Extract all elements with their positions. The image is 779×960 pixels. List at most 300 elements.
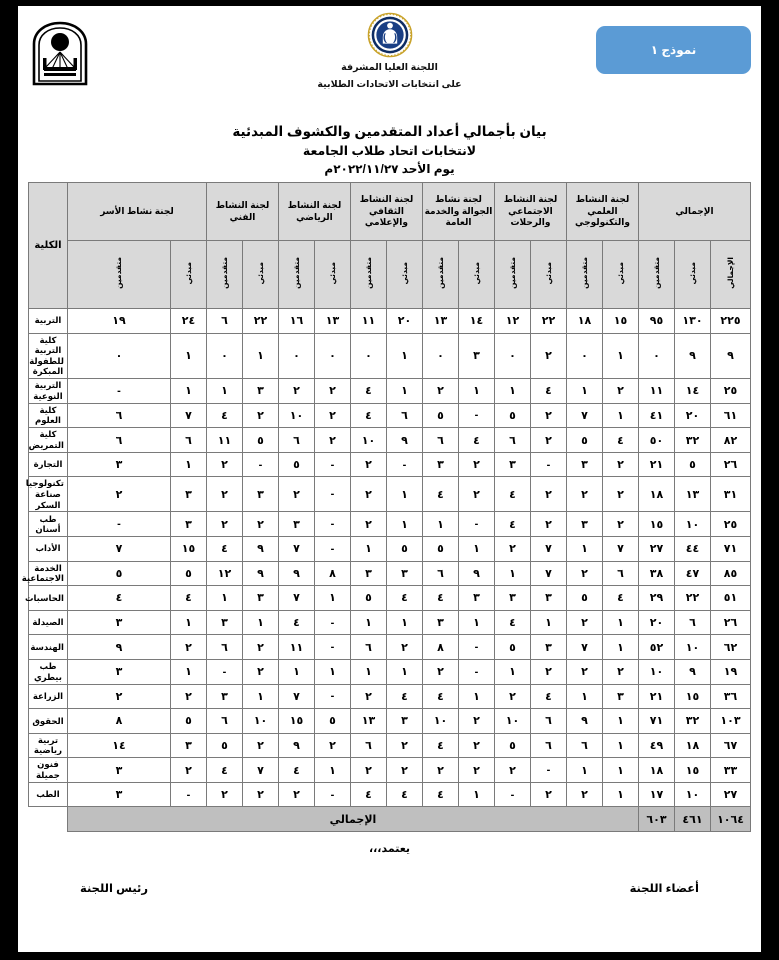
table-cell-value: ٢ [278, 477, 314, 512]
table-cell-faculty: التربية [29, 309, 68, 334]
table-cell-value: ١ [278, 659, 314, 684]
table-cell-value: ٤ [602, 428, 638, 453]
table-cell-value: ٢ [386, 758, 422, 783]
table-cell-value: ١ [566, 758, 602, 783]
table-cell-value: ٤ [278, 610, 314, 635]
table-cell-value: ٧ [278, 586, 314, 611]
table-cell-value: ٢٢ [242, 309, 278, 334]
table-cell-faculty: التربية النوعية [29, 379, 68, 404]
table-cell-value: ٩ [566, 709, 602, 734]
table-cell-value: ٣ [67, 758, 170, 783]
column-sub-header [314, 241, 350, 309]
table-cell-value: ٢ [602, 659, 638, 684]
table-cell-value: ٦ [422, 428, 458, 453]
table-cell-value: ٥ [494, 635, 530, 660]
table-cell-value: ٤ [422, 586, 458, 611]
table-cell-value: ٧ [566, 635, 602, 660]
column-sub-header [206, 241, 242, 309]
table-cell-value: ١٠ [675, 512, 711, 537]
table-total-row [29, 807, 751, 832]
table-cell-value: ١٥ [602, 309, 638, 334]
table-cell-value: ١٤ [675, 379, 711, 404]
table-cell-value: ١ [602, 403, 638, 428]
table-cell-value: ٢ [350, 758, 386, 783]
table-cell-value: ٧ [602, 536, 638, 561]
ministry-line-1: اللجنة العليا المشرفة [341, 62, 438, 73]
table-cell-value: ٦٢ [711, 635, 751, 660]
table-cell-value: ٢١ [638, 684, 674, 709]
table-cell-value: ٢ [566, 477, 602, 512]
table-cell-value: ٢ [242, 635, 278, 660]
table-cell-value: ٦ [386, 403, 422, 428]
table-cell-value: ٤ [350, 782, 386, 807]
table-cell-value: ٢ [350, 452, 386, 477]
table-cell-faculty: كلية التربية للطفولة المبكرة [29, 333, 68, 379]
table-cell-value: ٩ [675, 659, 711, 684]
column-sub-header [386, 241, 422, 309]
table-cell-value: ٤ [206, 536, 242, 561]
title-line-1: بيان بأجمالي أعداد المتقدمين والكشوف المبدئية [232, 124, 547, 139]
table-cell-value: ٤ [494, 610, 530, 635]
table-row [29, 333, 751, 379]
table-cell-value: ٩ [242, 536, 278, 561]
column-sub-header [67, 241, 170, 309]
table-cell-value: ٧ [170, 403, 206, 428]
table-cell-value: - [458, 635, 494, 660]
column-sub-header-label: متقدمين [219, 257, 229, 289]
table-row [29, 512, 751, 537]
column-sub-header-label: مبدئي [615, 261, 625, 285]
table-cell-value: ١٠٣ [711, 709, 751, 734]
table-cell-value: ٧١ [711, 536, 751, 561]
table-cell-value: ٣٣ [711, 758, 751, 783]
table-cell-value: ٦ [170, 428, 206, 453]
column-group-header: لجنة النشاط الثقافي والإعلامي [350, 183, 422, 241]
table-cell-value: ٣٦ [711, 684, 751, 709]
table-cell-value: ٤١ [638, 403, 674, 428]
table-cell-value: ٧ [67, 536, 170, 561]
table-cell-value: ٣ [386, 561, 422, 586]
table-row [29, 586, 751, 611]
table-cell-value: ٢٧ [638, 536, 674, 561]
table-cell-value: ٢ [602, 379, 638, 404]
form-number-label: نموذج ١ [650, 43, 697, 57]
table-cell-value: ٢ [242, 659, 278, 684]
table-cell-value: - [314, 610, 350, 635]
table-cell-value: ١٧ [638, 782, 674, 807]
column-sub-header [458, 241, 494, 309]
table-cell-value: ٢٩ [638, 586, 674, 611]
table-cell-value: ٢ [494, 684, 530, 709]
table-cell-value: ٥ [206, 733, 242, 758]
table-cell-value: ٢ [530, 512, 566, 537]
column-group-header: لجنة النشاط الفني [206, 183, 278, 241]
table-cell-value: ٢ [386, 635, 422, 660]
document-header [18, 6, 761, 118]
table-cell-value: ١٤ [67, 733, 170, 758]
table-cell-faculty: فنون جميلة [29, 758, 68, 783]
table-cell-value: ٥ [314, 709, 350, 734]
table-cell-value: ١ [602, 782, 638, 807]
table-cell-value: ٠ [494, 333, 530, 379]
table-cell-value: - [386, 452, 422, 477]
table-cell-value: ٨ [67, 709, 170, 734]
table-cell-value: ٤ [494, 477, 530, 512]
table-cell-value: ١ [602, 733, 638, 758]
table-cell-value: ٤ [206, 758, 242, 783]
table-cell-value: ٢٢٥ [711, 309, 751, 334]
table-cell-value: ٤ [494, 512, 530, 537]
table-cell-value: - [458, 512, 494, 537]
table-cell-value: - [314, 782, 350, 807]
table-cell-value: ٣ [170, 733, 206, 758]
table-cell-value: ٦ [67, 428, 170, 453]
table-cell-faculty: الصيدلة [29, 610, 68, 635]
table-cell-value: ٢ [566, 659, 602, 684]
table-cell-value: ١ [458, 610, 494, 635]
table-cell-value: ٩ [675, 333, 711, 379]
table-cell-value: ٥١ [711, 586, 751, 611]
table-cell-value: - [458, 403, 494, 428]
table-cell-value: ٢ [530, 477, 566, 512]
table-cell-value: - [314, 512, 350, 537]
ministry-emblem-icon [367, 12, 413, 58]
table-cell-value: ١ [566, 536, 602, 561]
table-cell-value: ٢ [458, 477, 494, 512]
scan-edge-bottom [0, 952, 779, 960]
document-date: يوم الأحد ٢٠٢٢/١١/٢٧م [324, 162, 455, 176]
table-row [29, 659, 751, 684]
document-sheet [18, 6, 761, 952]
table-cell-value: ١٠ [675, 782, 711, 807]
table-cell-value: ١٥ [278, 709, 314, 734]
table-cell-value: - [494, 782, 530, 807]
table-cell-value: ٥ [386, 536, 422, 561]
table-cell-value: ٢٥ [711, 512, 751, 537]
table-cell-value: ٢ [67, 684, 170, 709]
table-cell-value: ٣ [422, 452, 458, 477]
column-group-header: لجنة النشاط العلمي والتكنولوجي [566, 183, 638, 241]
column-sub-header-label: متقدمين [435, 257, 445, 289]
table-cell-value: ٦ [278, 428, 314, 453]
table-cell-value: ٢ [206, 782, 242, 807]
table-cell-value: ٢ [314, 379, 350, 404]
table-cell-value: ٤ [386, 684, 422, 709]
table-cell-value: ٢ [170, 684, 206, 709]
table-cell-value: ١ [458, 684, 494, 709]
table-cell-value: ٣١ [711, 477, 751, 512]
table-cell-value: ١ [386, 477, 422, 512]
table-cell-value: ٢ [566, 610, 602, 635]
table-cell-value: ٣ [422, 610, 458, 635]
table-cell-value: ١ [206, 379, 242, 404]
table-row [29, 684, 751, 709]
table-cell-value: ٣ [206, 610, 242, 635]
table-cell-value: ١ [350, 610, 386, 635]
signature-row [28, 881, 751, 895]
column-sub-header-label: متقدمين [579, 257, 589, 289]
table-cell-value: ٤ [350, 403, 386, 428]
table-cell-value: ٢ [602, 512, 638, 537]
table-cell-value: ٣ [386, 709, 422, 734]
table-cell-value: ٦ [350, 635, 386, 660]
table-cell-value: ٨ [314, 561, 350, 586]
table-row [29, 758, 751, 783]
table-cell-value: - [314, 536, 350, 561]
total-cell-value: ٤٦١ [675, 807, 711, 832]
table-cell-faculty: الطب [29, 782, 68, 807]
table-cell-value: ٤ [422, 782, 458, 807]
table-cell-value: ٧ [566, 403, 602, 428]
column-sub-header [422, 241, 458, 309]
table-cell-value: ٢ [206, 512, 242, 537]
table-cell-value: ٢ [350, 477, 386, 512]
table-cell-value: ١ [494, 379, 530, 404]
table-cell-value: - [458, 659, 494, 684]
table-row [29, 635, 751, 660]
table-cell-value: ١ [350, 659, 386, 684]
table-cell-value: ١٠ [242, 709, 278, 734]
table-cell-value: ٣٢ [675, 709, 711, 734]
table-cell-value: ١ [602, 610, 638, 635]
table-cell-value: ٦ [206, 635, 242, 660]
table-cell-value: ٥ [278, 452, 314, 477]
table-cell-value: ٦ [530, 709, 566, 734]
table-cell-value: ٢٢ [675, 586, 711, 611]
table-cell-value: ١ [422, 512, 458, 537]
document-title [18, 122, 761, 161]
table-cell-value: - [314, 452, 350, 477]
table-cell-value: ١ [314, 586, 350, 611]
table-cell-value: ١ [170, 610, 206, 635]
table-cell-value: ٢ [602, 452, 638, 477]
column-sub-header [170, 241, 206, 309]
table-cell-value: ٥ [170, 709, 206, 734]
table-cell-value: ٥ [350, 586, 386, 611]
table-cell-value: ١٥ [170, 536, 206, 561]
table-cell-value: - [314, 477, 350, 512]
table-row [29, 452, 751, 477]
scan-edge-left [0, 0, 18, 960]
table-cell-value: ٦ [422, 561, 458, 586]
table-cell-value: ١ [458, 536, 494, 561]
signature-committee-chair: رئيس اللجنة [80, 883, 148, 896]
table-cell-value: ٠ [314, 333, 350, 379]
table-cell-value: ٢ [566, 561, 602, 586]
table-cell-value: ٢٤ [170, 309, 206, 334]
column-sub-header-label: متقدمين [363, 257, 373, 289]
table-cell-value: ١١ [638, 379, 674, 404]
column-sub-header [638, 241, 674, 309]
document-footer [18, 842, 761, 895]
table-cell-value: ١ [170, 659, 206, 684]
column-sub-header-label: مبدئي [327, 261, 337, 285]
column-group-header: لجنة النشاط الرياضي [278, 183, 350, 241]
table-cell-value: ٧ [278, 536, 314, 561]
table-cell-value: ١ [170, 379, 206, 404]
table-cell-value: ٥٢ [638, 635, 674, 660]
table-cell-value: ٩ [242, 561, 278, 586]
table-cell-value: ٢ [422, 379, 458, 404]
table-cell-value: ١ [386, 379, 422, 404]
table-cell-value: ١٣ [314, 309, 350, 334]
table-cell-value: ٤ [386, 586, 422, 611]
table-cell-faculty: كلية التمريض [29, 428, 68, 453]
table-row [29, 403, 751, 428]
table-cell-value: ١١ [350, 309, 386, 334]
table-cell-value: ٢ [242, 782, 278, 807]
table-cell-value: ١ [494, 561, 530, 586]
table-cell-value: ٣ [602, 684, 638, 709]
table-cell-value: ٢ [458, 733, 494, 758]
table-cell-value: ٧ [242, 758, 278, 783]
approval-note: يعتمد،،، [368, 843, 411, 856]
table-cell-value: ٧١ [638, 709, 674, 734]
table-cell-value: ١ [386, 512, 422, 537]
table-cell-value: ١٤ [458, 309, 494, 334]
table-cell-value: ٢ [314, 428, 350, 453]
table-cell-value: ٠ [638, 333, 674, 379]
assiut-university-seal-icon [28, 20, 92, 88]
table-cell-value: ٢ [386, 733, 422, 758]
table-row [29, 561, 751, 586]
table-cell-value: ٢٥ [711, 379, 751, 404]
table-cell-value: ٢ [206, 477, 242, 512]
table-row [29, 610, 751, 635]
table-cell-value: ١ [566, 379, 602, 404]
column-sub-header-label: مبدئي [687, 261, 697, 285]
table-cell-value: ٣ [170, 477, 206, 512]
table-cell-value: ٢ [350, 512, 386, 537]
table-cell-value: ١ [458, 782, 494, 807]
table-cell-value: ٢٦ [711, 610, 751, 635]
table-cell-value: ٣ [530, 586, 566, 611]
title-line-2: لانتخابات اتحاد طلاب الجامعة [302, 144, 477, 159]
table-cell-value: ٣ [67, 782, 170, 807]
table-cell-value: ٩ [458, 561, 494, 586]
table-cell-value: ١٠ [422, 709, 458, 734]
table-cell-value: ٥ [675, 452, 711, 477]
table-cell-value: ٠ [422, 333, 458, 379]
table-cell-value: ١ [458, 379, 494, 404]
table-head [29, 183, 751, 309]
table-cell-value: ٠ [206, 333, 242, 379]
column-sub-header-label: متقدمين [651, 257, 661, 289]
column-sub-header [494, 241, 530, 309]
column-sub-header-label: مبدئي [255, 261, 265, 285]
table-cell-value: ٢ [314, 403, 350, 428]
table-cell-value: ١٢ [206, 561, 242, 586]
table-cell-faculty: التجارة [29, 452, 68, 477]
ministry-block [18, 12, 761, 92]
table-cell-value: ١٨ [566, 309, 602, 334]
table-cell-value: - [170, 782, 206, 807]
table-cell-value: ١٣ [675, 477, 711, 512]
table-cell-value: ١ [530, 610, 566, 635]
table-cell-value: ٤ [350, 379, 386, 404]
table-cell-value: ٧ [278, 684, 314, 709]
table-cell-value: ١٢ [494, 309, 530, 334]
column-group-header: لجنة نشاط الجوالة والخدمة العامة [422, 183, 494, 241]
column-sub-header [711, 241, 751, 309]
column-sub-header [278, 241, 314, 309]
statistics-table [21, 182, 751, 832]
total-row-label: الإجمالي [67, 807, 638, 832]
table-cell-value: ٥ [422, 536, 458, 561]
column-sub-header-label: متقدمين [507, 257, 517, 289]
table-cell-value: ١ [386, 610, 422, 635]
column-sub-header-label: الإجمالي [725, 257, 735, 289]
table-cell-value: ١ [242, 610, 278, 635]
table-cell-value: ٦ [530, 733, 566, 758]
table-cell-faculty: تربية رياضية [29, 733, 68, 758]
table-cell-faculty: كلية العلوم [29, 403, 68, 428]
table-cell-value: ٦ [602, 561, 638, 586]
column-group-header: لجنة النشاط الاجتماعي والرحلات [494, 183, 566, 241]
table-cell-value: ١٣٠ [675, 309, 711, 334]
table-row [29, 709, 751, 734]
table-cell-value: ٨٢ [711, 428, 751, 453]
column-sub-header-label: متقدمين [291, 257, 301, 289]
table-cell-value: ٣ [242, 477, 278, 512]
table-cell-value: ٣ [566, 512, 602, 537]
table-cell-value: ٦ [206, 309, 242, 334]
signature-committee-members: أعضاء اللجنة [629, 883, 699, 896]
column-sub-header-label: مبدئي [399, 261, 409, 285]
table-cell-value: ٨٥ [711, 561, 751, 586]
table-cell-value: ١ [602, 635, 638, 660]
table-cell-value: ١ [494, 659, 530, 684]
table-cell-value: ١ [566, 684, 602, 709]
table-cell-value: ٢ [602, 477, 638, 512]
table-cell-value: ٥ [242, 428, 278, 453]
table-cell-value: - [242, 452, 278, 477]
column-group-header: الإجمالي [638, 183, 750, 241]
table-cell-value: - [67, 512, 170, 537]
table-row [29, 309, 751, 334]
table-cell-value: ٢ [422, 758, 458, 783]
column-sub-header-label: مبدئي [471, 261, 481, 285]
table-cell-value: ٤ [386, 782, 422, 807]
table-cell-value: ٢١ [638, 452, 674, 477]
table-cell-value: ٣٢ [675, 428, 711, 453]
table-cell-faculty: الخدمة الاجتماعية [29, 561, 68, 586]
table-cell-value: ١ [242, 684, 278, 709]
table-cell-faculty: طب بيطري [29, 659, 68, 684]
table-cell-value: ٣ [458, 586, 494, 611]
table-cell-value: ٢ [278, 379, 314, 404]
table-cell-value: ١ [602, 709, 638, 734]
table-cell-faculty: الهندسة [29, 635, 68, 660]
table-cell-value: ٢ [278, 782, 314, 807]
table-cell-value: ١٣ [350, 709, 386, 734]
table-cell-value: ٤٤ [675, 536, 711, 561]
total-cell-value: ٦٠٣ [638, 807, 674, 832]
table-row [29, 477, 751, 512]
table-cell-faculty: الأداب [29, 536, 68, 561]
table-cell-value: ٥ [566, 586, 602, 611]
table-cell-value: ٠ [67, 333, 170, 379]
column-group-header: لجنة نشاط الأسر [67, 183, 206, 241]
table-cell-value: ٤ [170, 586, 206, 611]
table-cell-value: ٣ [170, 512, 206, 537]
table-cell-value: ٦١ [711, 403, 751, 428]
table-cell-value: ١ [386, 333, 422, 379]
table-cell-value: ٩ [278, 561, 314, 586]
table-cell-value: ١ [350, 536, 386, 561]
table-sub-header-row [29, 241, 751, 309]
table-cell-value: ٣ [67, 452, 170, 477]
